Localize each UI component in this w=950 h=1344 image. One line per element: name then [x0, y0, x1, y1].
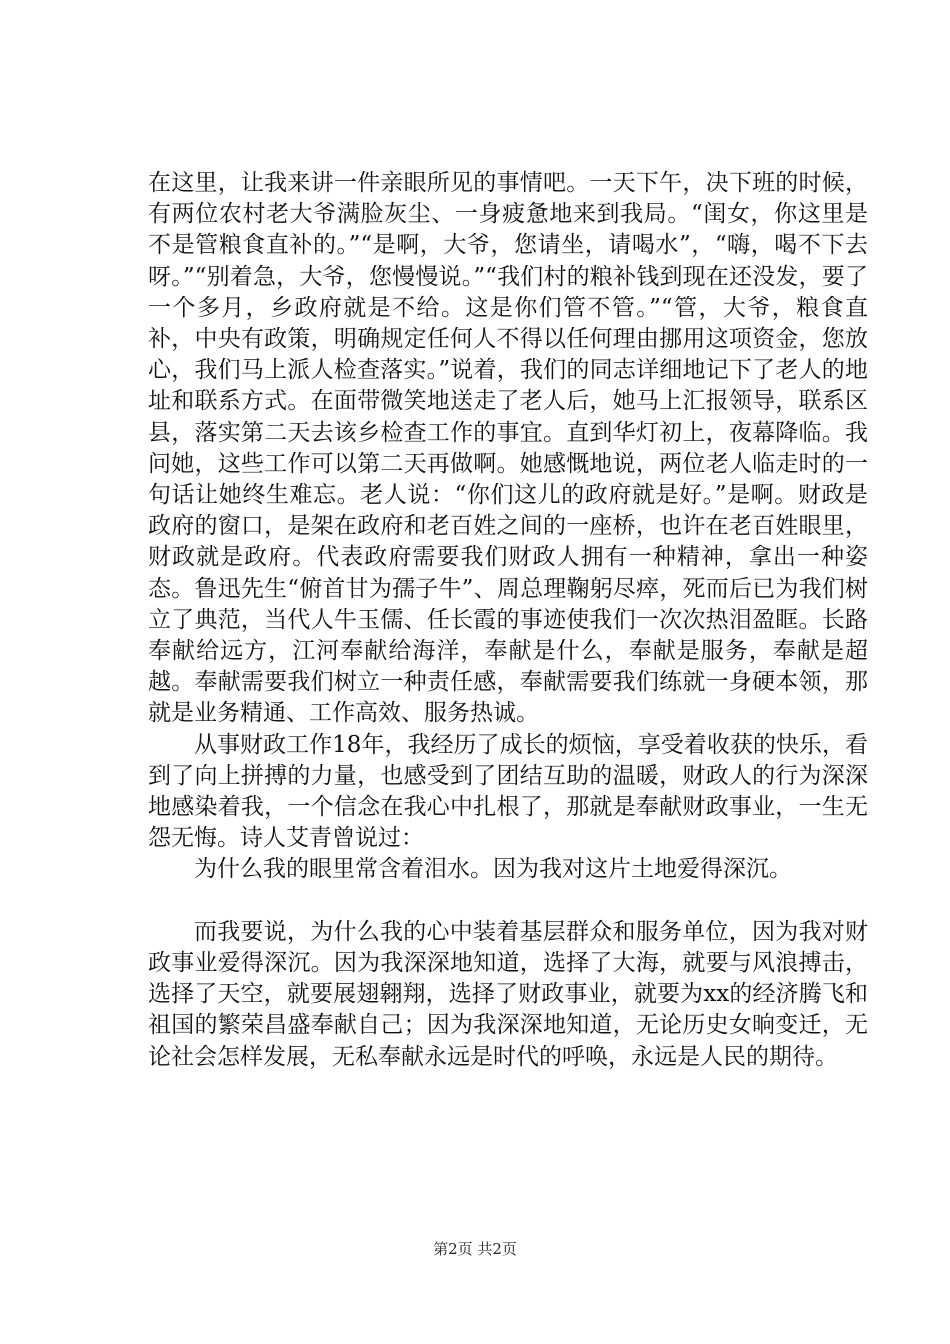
- blank-line: [148, 886, 868, 917]
- paragraph-3: 而我要说，为什么我的心中装着基层群众和服务单位，因为我对财政事业爱得深沉。因为我深深地知道，选择了大海，就要与风浪搏击，选择了天空，就要展翅翱翔，选择了财政事业，就要为xx的经济腾飞和祖国的繁荣昌盛奉献自己；因为我深深地知道，无论历史女晌变迁，无论社会怎样发展，无私奉献永远是时代的呼唤，永远是人民的期待。: [148, 918, 868, 1070]
- paragraph-1: 在这里，让我来讲一件亲眼所见的事情吧。一天下午，决下班的时候，有两位农村老大爷满脸灰尘、一身疲惫地来到我局。“闺女，你这里是不是管粮食直补的。”“是啊，大爷，您请坐，请喝水”，“嗨，喝不下去呀。”“别着急，大爷，您慢慢说。”“我们村的粮补钱到现在还没发，要了一个多月，乡政府就是不给。这是你们管不管。”“管，大爷，粮食直补，中央有政策，明确规定任何人不得以任何理由挪用这项资金，您放心，我们马上派人检查落实。”说着，我们的同志详细地记下了老人的地址和联系方式。在面带微笑地送走了老人后，她马上汇报领导，联系区县，落实第二天去该乡检查工作的事宜。直到华灯初上，夜幕降临。我问她，这些工作可以第二天再做啊。她感慨地说，两位老人临走时的一句话让她终生难忘。老人说：“你们这儿的政府就是好。”是啊。财政是政府的窗口，是架在政府和老百姓之间的一座桥，也许在老百姓眼里，财政就是政府。代表政府需要我们财政人拥有一种精神，拿出一种姿态。鲁迅先生“俯首甘为孺子牛”、周总理鞠躬尽瘁，死而后已为我们树立了典范，当代人牛玉儒、任长霞的事迹使我们一次次热泪盈眶。长路奉献给远方，江河奉献给海洋，奉献是什么，奉献是服务，奉献是超越。奉献需要我们树立一种责任感，奉献需要我们练就一身硬本领，那就是业务精通、工作高效、服务热诚。: [148, 170, 868, 727]
- document-body: [148, 168, 868, 1073]
- page-footer: 第2页 共2页: [433, 1240, 517, 1258]
- poem-quote: 为什么我的眼里常含着泪水。因为我对这片土地爱得深沉。: [194, 856, 792, 883]
- paragraph-2: 从事财政工作18年，我经历了成长的烦恼，享受着收获的快乐，看到了向上拼搏的力量，也感受到了团结互助的温暖，财政人的行为深深地感染着我，一个信念在我心中扎根了，那就是奉献财政事业，一生无怨无悔。诗人艾青曾说过：: [148, 731, 868, 852]
